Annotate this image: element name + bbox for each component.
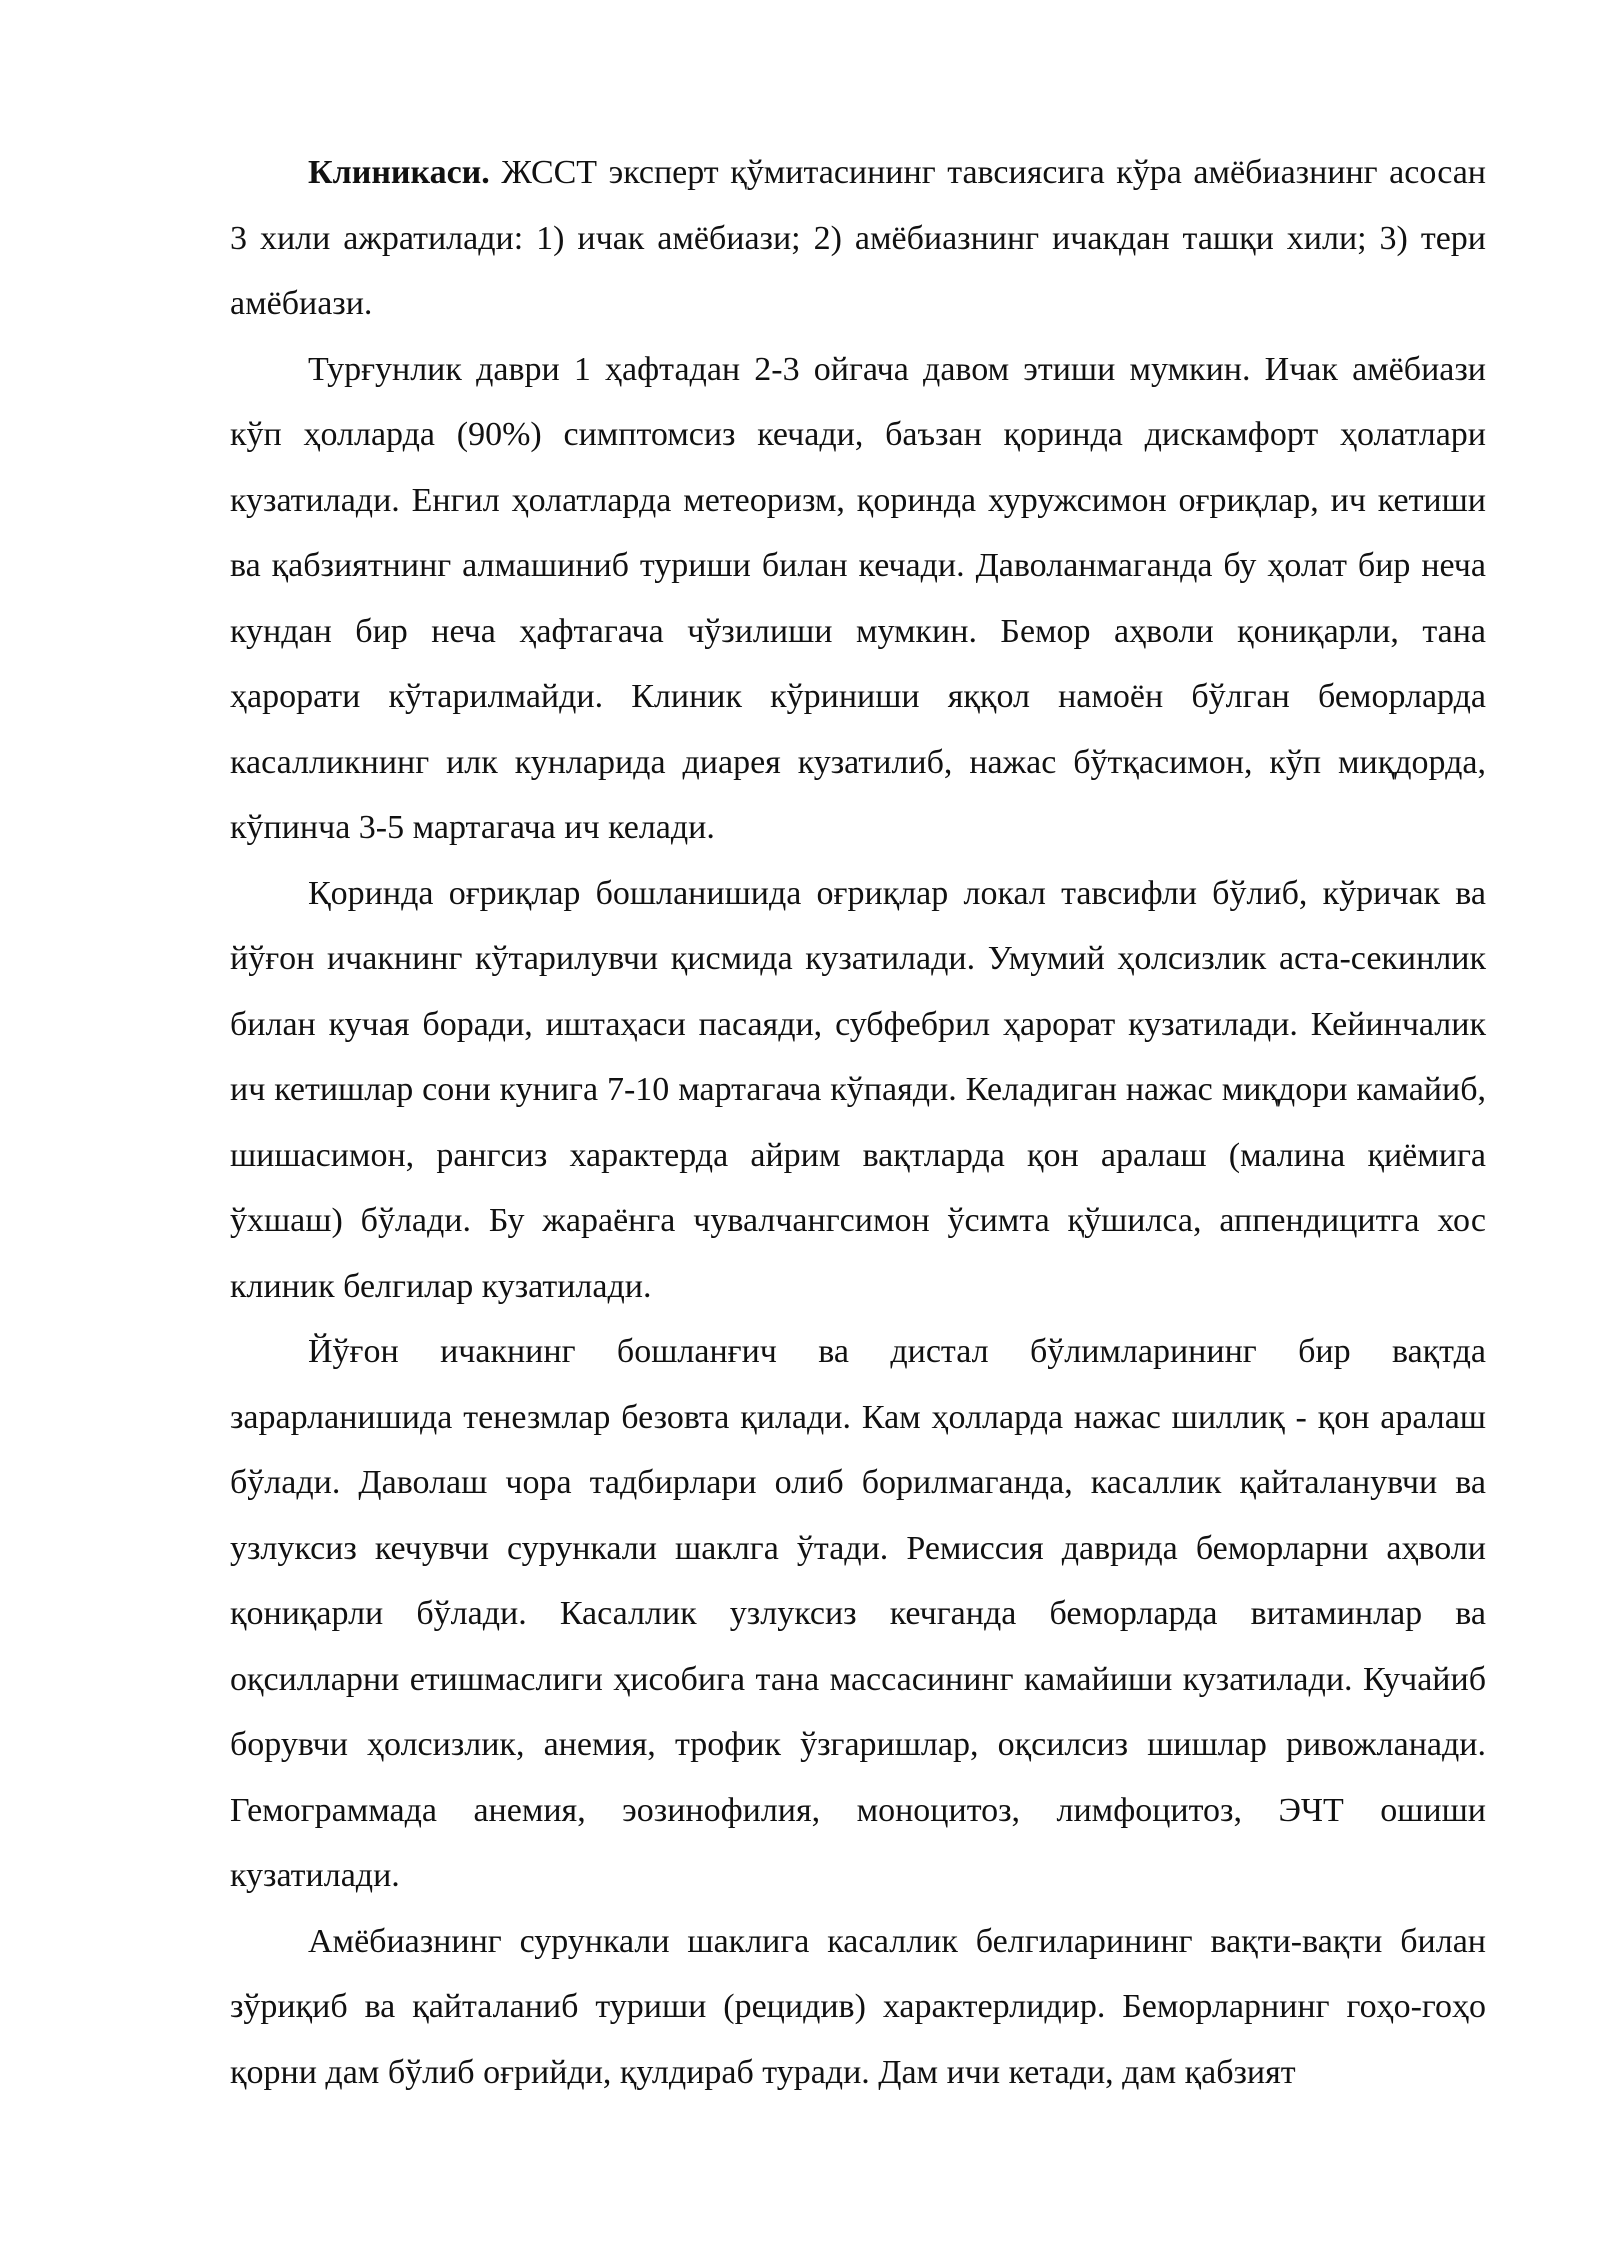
paragraph-text: ЖССТ эксперт қўмитасининг тавсиясига кўра амёбиазнинг асосан 3 хили ажратилади: 1) ичак амёбиази; 2) амёбиазнинг ичакдан ташқи хили; 3) тери амёбиази. [230, 154, 1486, 322]
paragraph-colon-lesions: Йўғон ичакнинг бошланғич ва дистал бўлимларининг бир вақтда зарарланишида тенезмлар безовта қилади. Кам ҳолларда нажас шиллиқ - қон аралаш бўлади. Даволаш чора тадбирлари олиб борилмаганда, касаллик қайталанувчи ва узлуксиз кечувчи сурункали шаклга ўтади. Ремиссия даврида беморларни аҳволи қониқарли бўлади. Касаллик узлуксиз кечганда беморларда витаминлар ва оқсилларни етишмаслиги ҳисобига тана массасининг камайиши кузатилади. Кучайиб борувчи ҳолсизлик, анемия, трофик ўзгаришлар, оқсилсиз шишлар ривожланади. Гемограммада анемия, эозинофилия, моноцитоз, лимфоцитоз, ЭЧТ ошиши кузатилади. [230, 1333, 1486, 1894]
paragraph-clinical-forms [230, 140, 1486, 337]
paragraph-chronic-form: Амёбиазнинг сурункали шаклига касаллик белгиларининг вақти-вақти билан зўриқиб ва қайталаниб туриши (рецидив) характерлидир. Беморларнинг гоҳо-гоҳо қорни дам бўлиб оғрийди, қулдираб туради. Дам ичи кетади, дам қабзият [230, 1922, 1486, 2091]
section-heading-clinic: Клиникаси. [308, 154, 490, 191]
paragraph-incubation: Турғунлик даври 1 ҳафтадан 2-3 ойгача давом этиши мумкин. Ичак амёбиази кўп ҳолларда (90%) симптомсиз кечади, баъзан қоринда дискамфорт ҳолатлари кузатилади. Енгил ҳолатларда метеоризм, қоринда хуружсимон оғриқлар, ич кетиши ва қабзиятнинг алмашиниб туриши билан кечади. Даволанмаганда бу ҳолат бир неча кундан бир неча ҳафтагача чўзилиши мумкин. Бемор аҳволи қониқарли, тана ҳарорати кўтарилмайди. Клиник кўриниши яққол намоён бўлган беморларда касалликнинг илк кунларида диарея кузатилиб, нажас бўтқасимон, кўп миқдорда, кўпинча 3-5 мартагача ич келади. [230, 350, 1486, 846]
paragraph-abdominal-pain: Қоринда оғриқлар бошланишида оғриқлар локал тавсифли бўлиб, кўричак ва йўғон ичакнинг кўтарилувчи қисмида кузатилади. Умумий ҳолсизлик аста-секинлик билан кучая боради, иштаҳаси пасаяди, субфебрил ҳарорат кузатилади. Кейинчалик ич кетишлар сони кунига 7-10 мартагача кўпаяди. Келадиган нажас миқдори камайиб, шишасимон, рангсиз характерда айрим вақтларда қон аралаш (малина қиёмига ўхшаш) бўлади. Бу жараёнга чувалчангсимон ўсимта қўшилса, аппендицитга хос клиник белгилар кузатилади. [230, 874, 1486, 1305]
document-body [230, 140, 1486, 2105]
